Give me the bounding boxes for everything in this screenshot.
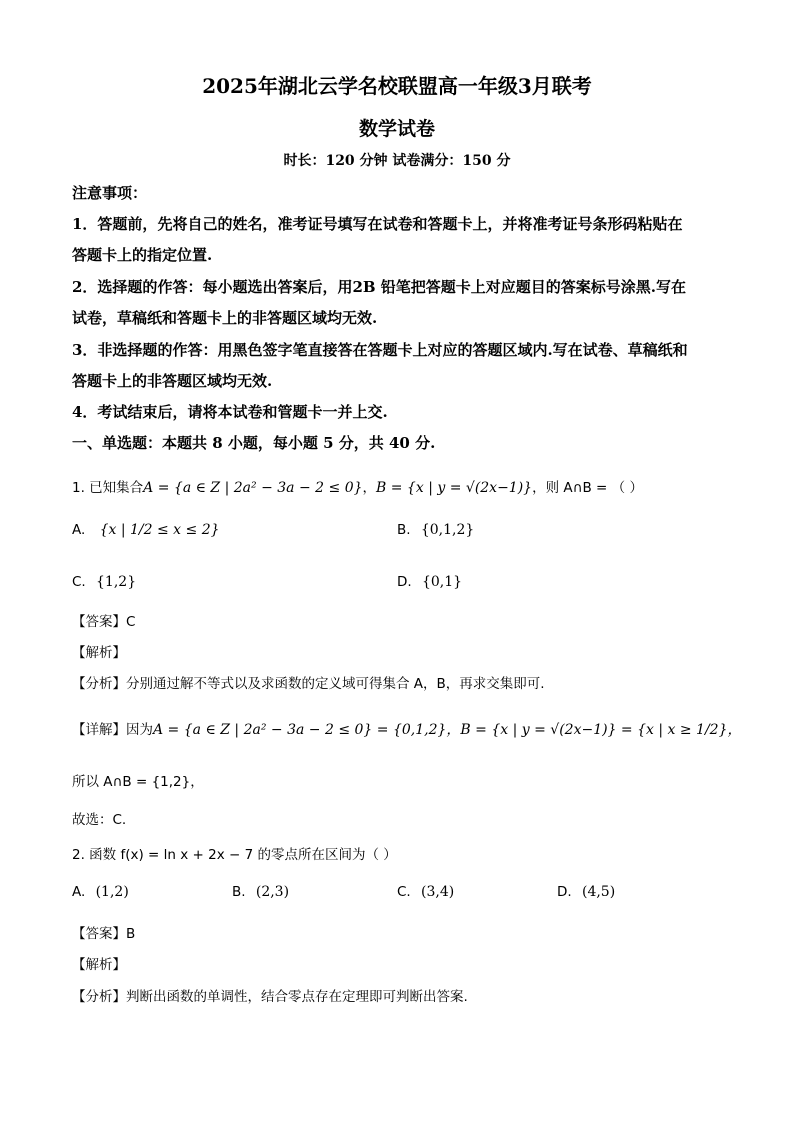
notice-item-2a: 2．选择题的作答：每小题选出答案后，用2B 铅笔把答题卡上对应题目的答案标号涂黑.写在	[72, 278, 687, 296]
q2-stem: 2. 函数 f(x) = ln x + 2x − 7 的零点所在区间为（ ）	[72, 847, 397, 863]
section-heading: 一、单选题：本题共 8 小题，每小题 5 分，共 40 分.	[72, 434, 436, 452]
q1-detail-prefix: 【详解】因为	[72, 722, 153, 738]
q1-stem	[72, 476, 643, 496]
q2-option-b-label: B.	[232, 884, 246, 900]
q2-option-a-value: (1,2)	[95, 884, 129, 900]
q2-option-d	[557, 884, 615, 900]
notice-item-4: 4．考试结束后，请将本试卷和管题卡一并上交.	[72, 403, 388, 421]
q1-detail	[72, 718, 742, 739]
q1-analysis-heading: 【解析】	[72, 645, 126, 661]
q1-set-b: B = {x | y = √(2x−1)}	[376, 480, 533, 496]
q2-option-a	[72, 884, 129, 900]
q1-answer: 【答案】C	[72, 614, 136, 630]
q1-option-d-value: {0,1}	[421, 574, 463, 590]
q1-option-d	[397, 574, 462, 590]
notice-item-3a: 3．非选择题的作答：用黑色签字笔直接答在答题卡上对应的答题区域内.写在试卷、草稿纸和	[72, 341, 688, 359]
q1-option-c-label: C.	[72, 574, 86, 590]
q2-option-b	[232, 884, 289, 900]
q2-answer: 【答案】B	[72, 926, 136, 942]
q1-set-a: A = {a ∈ Z | 2a² − 3a − 2 ≤ 0}	[143, 480, 363, 496]
q1-option-b-label: B.	[397, 522, 411, 538]
q1-detail-math: A = {a ∈ Z | 2a² − 3a − 2 ≤ 0} = {0,1,2}，B = {x | y = √(2x−1)} = {x | x ≥ 1/2}，	[153, 722, 742, 738]
q1-option-d-label: D.	[397, 574, 412, 590]
q2-option-c-value: (3,4)	[421, 884, 455, 900]
q2-option-b-value: (2,3)	[255, 884, 290, 900]
exam-meta: 时长：120 分钟 试卷满分：150 分	[283, 153, 511, 169]
q1-option-b	[397, 522, 474, 538]
q2-option-d-value: (4,5)	[581, 884, 616, 900]
q2-analysis-heading: 【解析】	[72, 957, 126, 973]
notice-item-3b: 答题卡上的非答题区域均无效.	[72, 372, 273, 390]
q1-prefix: 1. 已知集合	[72, 480, 144, 496]
q1-comma: ，	[362, 480, 377, 496]
q1-option-c	[72, 574, 136, 590]
q1-choose: 故选：C.	[72, 812, 127, 828]
q1-option-a	[72, 522, 220, 538]
notice-item-1b: 答题卡上的指定位置.	[72, 246, 213, 264]
q1-analysis: 【分析】分别通过解不等式以及求函数的定义域可得集合 A，B，再求交集即可.	[72, 676, 545, 692]
q2-option-c-label: C.	[397, 884, 411, 900]
q1-suffix: ，则 A∩B = （ ）	[532, 480, 643, 496]
notice-item-2b: 试卷，草稿纸和答题卡上的非答题区域均无效.	[72, 309, 378, 327]
q1-option-c-value: {1,2}	[96, 574, 137, 590]
notice-item-1a: 1．答题前，先将自己的姓名，准考证号填写在试卷和答题卡上，并将准考证号条形码粘贴在	[72, 215, 683, 233]
exam-title: 2025年湖北云学名校联盟高一年级3月联考	[202, 74, 592, 98]
q2-analysis: 【分析】判断出函数的单调性，结合零点存在定理即可判断出答案.	[72, 989, 468, 1005]
q2-option-a-label: A.	[72, 884, 86, 900]
notice-heading: 注意事项：	[72, 184, 148, 202]
q1-option-b-value: {0,1,2}	[420, 522, 475, 538]
subject-title: 数学试卷	[358, 118, 435, 140]
q2-option-d-label: D.	[557, 884, 572, 900]
q1-option-a-label: A.	[72, 522, 86, 538]
q1-option-a-value: {x | 1/2 ≤ x ≤ 2}	[99, 522, 220, 538]
q2-option-c	[397, 884, 454, 900]
q1-conclusion: 所以 A∩B = {1,2}，	[72, 774, 204, 790]
